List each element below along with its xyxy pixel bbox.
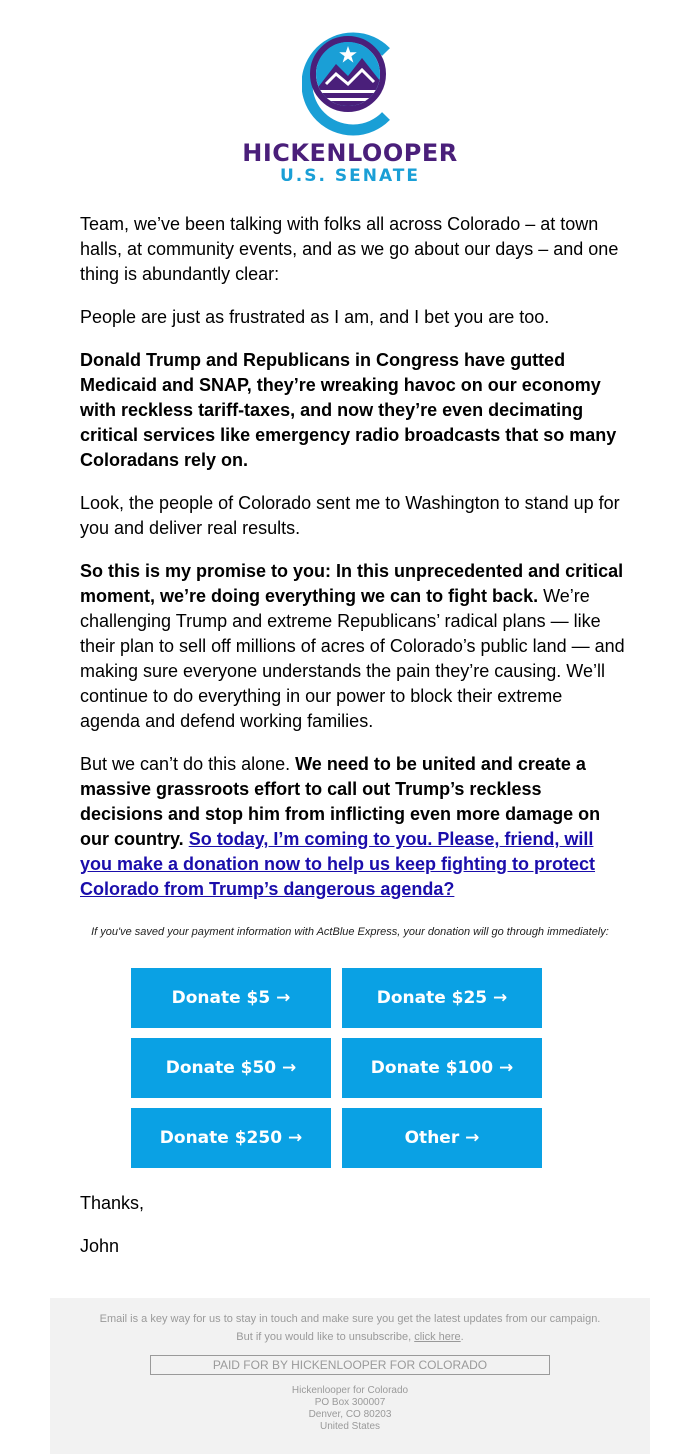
email-body — [80, 212, 625, 920]
unsubscribe-link[interactable]: click here — [414, 1331, 461, 1343]
paragraph-ask — [80, 752, 625, 902]
footer-stay-in-touch: Email is a key way for us to stay in touch and make sure you get the latest updates from our campaign. — [99, 1313, 601, 1325]
donate-buttons-grid — [131, 968, 542, 1168]
thanks-text: Thanks, — [80, 1193, 145, 1213]
bold-text: So this is my promise to you: In this unprecedented and critical moment, we’re doing everything we can to fight back. — [80, 561, 624, 606]
donate-50-button[interactable]: Donate $50 → — [131, 1038, 331, 1098]
signoff — [80, 1191, 144, 1277]
email-footer — [50, 1298, 650, 1454]
plain-text: We’re challenging Trump and extreme Republicans’ radical plans — like their plan to sell off millions of acres of Colorado’s public land — and making sure everyone understands the pain they’re causing. We’ll continue to do everything in our power to block their extreme agenda and defend working families. — [80, 586, 625, 731]
plain-text: But if you would like to unsubscribe, — [236, 1331, 415, 1343]
donate-5-button[interactable]: Donate $5 → — [131, 968, 331, 1028]
brand-subtitle: U.S. SENATE — [279, 166, 420, 186]
signature-name: John — [80, 1236, 120, 1256]
donation-ask-link[interactable]: So today, I’m coming to you. Please, friend, will you make a donation now to help us keep fighting to protect Colorado from Trump’s dangerous agenda? — [80, 829, 596, 899]
paid-for-disclaimer: PAID FOR BY HICKENLOOPER FOR COLORADO — [150, 1355, 550, 1375]
paragraph-intro: Team, we’ve been talking with folks all across Colorado – at town halls, at community events, and as we go about our days – and one thing is abundantly clear: — [80, 214, 619, 284]
bold-text: We need to be united and create a massive grassroots effort to call out Trump’s reckless decisions and stop him from inflicting even more damage on our country. — [80, 754, 601, 849]
address-line: Hickenlooper for Colorado — [291, 1385, 409, 1396]
actblue-express-note: If you've saved your payment information with ActBlue Express, your donation will go through immediately: — [91, 926, 609, 938]
address-line: PO Box 300007 — [314, 1397, 386, 1408]
footer-unsubscribe-line — [50, 1330, 650, 1344]
plain-text: But we can’t do this alone. — [80, 754, 296, 774]
paragraph-trump-bold — [80, 348, 625, 473]
address-line: United States — [319, 1421, 381, 1432]
brand-name: HICKENLOOPER — [242, 139, 458, 167]
bold-text: Donald Trump and Republicans in Congress have gutted Medicaid and SNAP, they’re wreaking havoc on our economy with reckless tariff-taxes, and now they’re even decimating critical services like emergency radio broadcasts that so many Coloradans rely on. — [80, 350, 617, 470]
campaign-logo — [0, 28, 700, 186]
hickenlooper-emblem-icon — [302, 28, 398, 136]
plain-text: . — [460, 1331, 464, 1343]
donate-250-button[interactable]: Donate $250 → — [131, 1108, 331, 1168]
address-line: Denver, CO 80203 — [308, 1409, 392, 1420]
paragraph-promise — [80, 559, 625, 734]
donate-100-button[interactable]: Donate $100 → — [342, 1038, 542, 1098]
mailing-address — [50, 1385, 650, 1433]
paragraph-washington: Look, the people of Colorado sent me to Washington to stand up for you and deliver real results. — [80, 493, 620, 538]
paragraph-frustrated: People are just as frustrated as I am, and I bet you are too. — [80, 307, 550, 327]
donate-25-button[interactable]: Donate $25 → — [342, 968, 542, 1028]
donate-other-button[interactable]: Other → — [342, 1108, 542, 1168]
